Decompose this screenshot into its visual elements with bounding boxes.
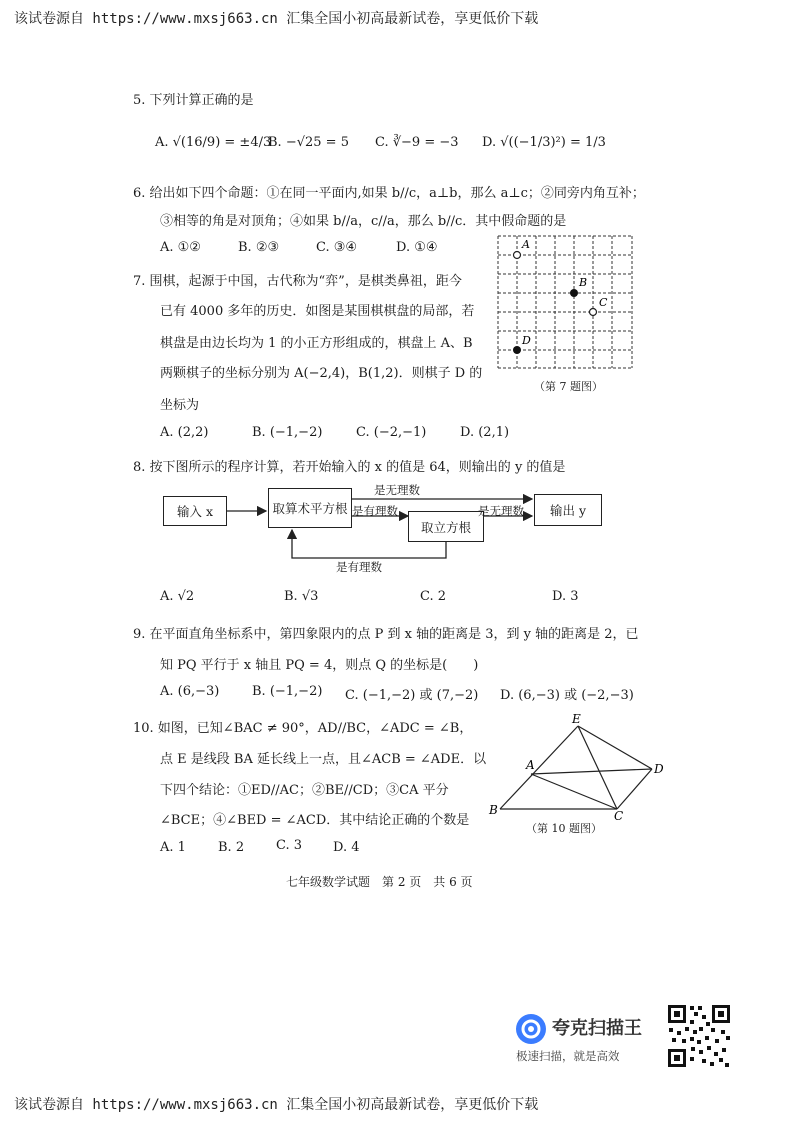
q7-option-c: C. (−2,−1) <box>356 425 427 440</box>
q9-line-1: 9. 在平面直角坐标系中，第四象限内的点 P 到 x 轴的距离是 3，到 y 轴的距离是 2，已 <box>133 627 639 642</box>
q8-label-irrational-right: 是无理数 <box>478 504 524 518</box>
scanner-brand: 夸克扫描王 <box>552 1018 642 1039</box>
q10-option-c: C. 3 <box>276 838 303 853</box>
q8-label-rational-bottom: 是有理数 <box>336 560 382 574</box>
q10-label-a: A <box>526 758 535 772</box>
q8-option-a: A. √2 <box>160 589 195 604</box>
q9-option-b: B. (−1,−2) <box>252 684 323 699</box>
q10-label-c: C <box>614 809 624 822</box>
q7-line-2: 已有 4000 多年的历史．如图是某围棋棋盘的局部，若 <box>160 304 475 319</box>
q5-option-b: B. −√25 = 5 <box>268 135 349 150</box>
page-number-footer: 七年级数学试题 第 2 页 共 6 页 <box>286 875 473 889</box>
q7-stone-a <box>514 252 521 259</box>
q10-line-1: 10. 如图，已知∠BAC ≠ 90°，AD//BC，∠ADC = ∠B， <box>133 721 473 736</box>
q7-stone-b <box>570 289 578 297</box>
q8-label-rational-mid: 是有理数 <box>352 504 398 518</box>
q9-line-2: 知 PQ 平行于 x 轴且 PQ = 4，则点 Q 的坐标是( ) <box>160 658 479 673</box>
scanner-watermark <box>512 1008 662 1068</box>
footer-source-text: 该试卷源自 https://www.mxsj663.cn 汇集全国小初高最新试卷，享更低价下载 <box>14 1097 539 1113</box>
q7-label-a: A <box>522 238 530 251</box>
scanner-logo-icon <box>514 1012 548 1046</box>
q5-option-d: D. √((−1/3)²) = 1/3 <box>482 135 606 150</box>
q7-line-4: 两颗棋子的坐标分别为 A(−2,4)，B(1,2)．则棋子 D 的 <box>160 366 483 381</box>
q10-figure-caption: （第 10 题图） <box>526 822 602 835</box>
q8-option-c: C. 2 <box>420 589 447 604</box>
q7-label-c: C <box>599 296 608 309</box>
q8-label-irrational-top: 是无理数 <box>374 483 420 497</box>
q8-box-input: 输入 x <box>163 496 227 526</box>
q10-label-d: D <box>654 762 664 776</box>
q10-label-b: B <box>489 803 498 817</box>
q8-box-output: 输出 y <box>534 494 602 526</box>
q7-stone-d <box>513 346 521 354</box>
q10-line-4: ∠BCE；④∠BED = ∠ACD．其中结论正确的个数是 <box>160 813 470 828</box>
q7-line-1: 7. 围棋，起源于中国，古代称为“弈”，是棋类鼻祖，距今 <box>133 274 462 289</box>
q7-label-b: B <box>579 276 588 289</box>
q6-option-b: B. ②③ <box>238 240 280 255</box>
q7-label-d: D <box>522 334 531 347</box>
q10-geometry-figure <box>486 712 670 822</box>
q5-stem: 5. 下列计算正确的是 <box>133 93 254 108</box>
q8-option-d: D. 3 <box>552 589 579 604</box>
q6-option-d: D. ①④ <box>396 240 438 255</box>
header-source-text: 该试卷源自 https://www.mxsj663.cn 汇集全国小初高最新试卷，享更低价下载 <box>14 11 539 27</box>
q8-option-b: B. √3 <box>284 589 319 604</box>
q7-option-b: B. (−1,−2) <box>252 425 323 440</box>
q6-option-c: C. ③④ <box>316 240 358 255</box>
q6-line-1: 6. 给出如下四个命题：①在同一平面内,如果 b//c，a⊥b，那么 a⊥c；②同旁内角互补； <box>133 186 645 201</box>
q5-option-c: C. ∛−9 = −3 <box>375 135 459 150</box>
q7-option-d: D. (2,1) <box>460 425 510 440</box>
q7-board-figure <box>494 232 636 372</box>
q9-option-a: A. (6,−3) <box>160 684 220 699</box>
q8-box-cbrt: 取立方根 <box>408 511 484 542</box>
q5-option-a: A. √(16/9) = ±4/3 <box>155 135 272 150</box>
q10-option-d: D. 4 <box>333 840 360 855</box>
q8-stem: 8. 按下图所示的程序计算，若开始输入的 x 的值是 64，则输出的 y 的值是 <box>133 460 566 475</box>
q10-line-2: 点 E 是线段 BA 延长线上一点，且∠ACB = ∠ADE．以 <box>160 752 487 767</box>
q9-option-d: D. (6,−3) 或 (−2,−3) <box>500 688 634 703</box>
q6-line-2: ③相等的角是对顶角；④如果 b//a，c//a，那么 b//c．其中假命题的是 <box>160 214 567 229</box>
q7-stone-c <box>590 309 597 316</box>
q10-line-3: 下四个结论：①ED//AC；②BE//CD；③CA 平分 <box>160 783 449 798</box>
q10-label-e: E <box>572 712 581 726</box>
q10-option-a: A. 1 <box>160 840 186 855</box>
scanner-slogan: 极速扫描，就是高效 <box>516 1049 620 1063</box>
q7-line-5: 坐标为 <box>160 398 200 413</box>
q7-line-3: 棋盘是由边长均为 1 的小正方形组成的，棋盘上 A、B <box>160 336 473 351</box>
q7-option-a: A. (2,2) <box>160 425 209 440</box>
q8-box-sqrt: 取算术平方根 <box>268 488 352 528</box>
q9-option-c: C. (−1,−2) 或 (7,−2) <box>345 688 479 703</box>
q7-figure-caption: （第 7 题图） <box>534 380 603 393</box>
qr-code-icon <box>666 1003 732 1069</box>
q10-option-b: B. 2 <box>218 840 245 855</box>
q6-option-a: A. ①② <box>160 240 201 255</box>
